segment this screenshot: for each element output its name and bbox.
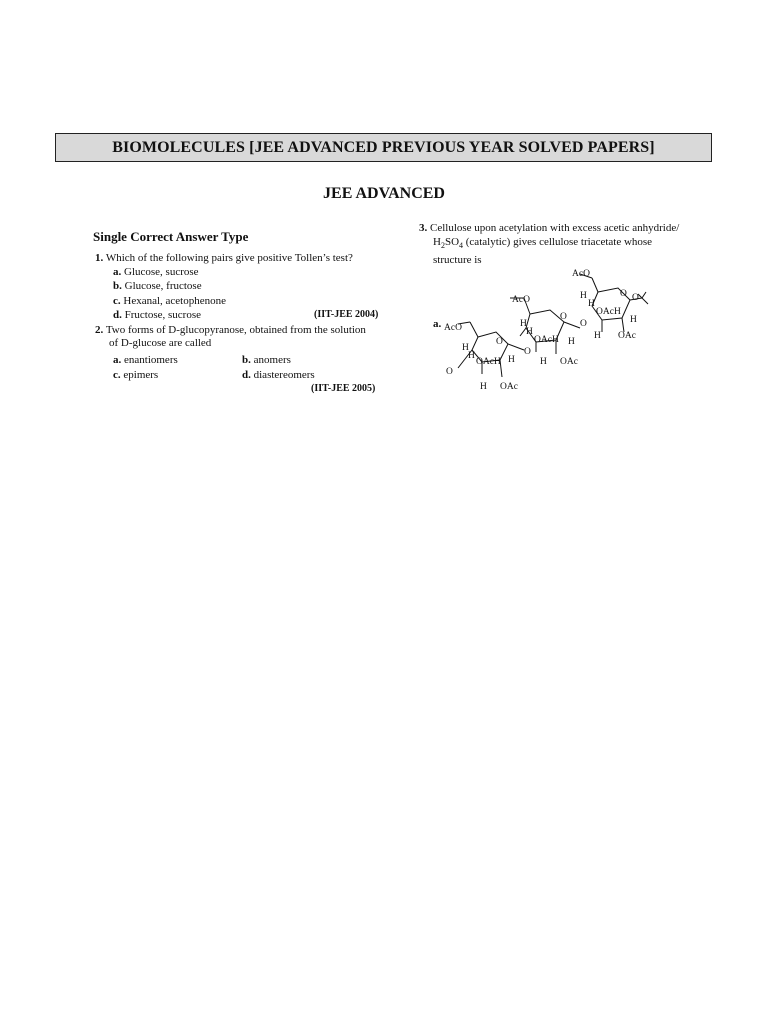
svg-text:H: H bbox=[520, 319, 527, 329]
option-2b: b. anomers bbox=[242, 354, 291, 366]
svg-text:OAcH: OAcH bbox=[534, 335, 559, 345]
option-2c: c. epimers bbox=[113, 369, 159, 381]
svg-text:OAc: OAc bbox=[560, 357, 578, 367]
question-3: 3. Cellulose upon acetylation with excess acetic anhydride/ $H_2SO_4$ (catalytic) gives cellulose triacetate whose structure is bbox=[419, 222, 680, 267]
svg-text:O: O bbox=[560, 312, 567, 322]
section-heading: JEE ADVANCED bbox=[323, 185, 445, 202]
svg-text:H: H bbox=[508, 355, 515, 365]
option-1d: d. Fructose, sucrose bbox=[113, 309, 201, 321]
question-text: Which of the following pairs give positive Tollen’s test? bbox=[105, 252, 353, 264]
svg-text:OAc: OAc bbox=[500, 382, 518, 392]
svg-text:OAcH: OAcH bbox=[596, 307, 621, 317]
option-1a: a. Glucose, sucrose bbox=[113, 266, 199, 278]
svg-text:OAc: OAc bbox=[618, 331, 636, 341]
exam-reference: (IIT-JEE 2005) bbox=[311, 383, 376, 394]
svg-text:H: H bbox=[594, 331, 601, 341]
page-title: BIOMOLECULES [JEE ADVANCED PREVIOUS YEAR SOLVED PAPERS] bbox=[55, 133, 712, 162]
exam-reference: (IIT-JEE 2004) bbox=[314, 309, 379, 320]
svg-text:H: H bbox=[630, 315, 637, 325]
svg-text:O: O bbox=[632, 293, 639, 303]
svg-text:H: H bbox=[580, 291, 587, 301]
question-number: 1. bbox=[95, 252, 104, 264]
question-text-cont: of D-glucose are called bbox=[109, 336, 212, 349]
svg-text:H: H bbox=[480, 382, 487, 392]
question-1 bbox=[95, 252, 353, 265]
svg-text:OAcH: OAcH bbox=[476, 357, 501, 367]
svg-text:O: O bbox=[446, 367, 453, 377]
option-2a: a. enantiomers bbox=[113, 354, 178, 366]
svg-text:O: O bbox=[580, 319, 587, 329]
subheading: Single Correct Answer Type bbox=[93, 229, 249, 244]
svg-text:O: O bbox=[496, 337, 503, 347]
svg-text:H: H bbox=[540, 357, 547, 367]
svg-text:H: H bbox=[568, 337, 575, 347]
svg-text:H: H bbox=[526, 327, 533, 337]
option-1c: c. Hexanal, acetophenone bbox=[113, 295, 227, 307]
svg-text:AcO: AcO bbox=[572, 269, 590, 279]
svg-text:H: H bbox=[462, 343, 469, 353]
option-1b: b. Glucose, fructose bbox=[113, 280, 202, 292]
cellulose-triacetate-structure bbox=[430, 262, 680, 407]
svg-text:O: O bbox=[620, 289, 627, 299]
option-3a-key: a. bbox=[433, 318, 442, 330]
svg-text:H: H bbox=[588, 299, 595, 309]
question-number: 2. bbox=[95, 324, 104, 336]
svg-text:AcO: AcO bbox=[512, 295, 530, 305]
label-aco: AcO bbox=[444, 323, 462, 333]
question-2 bbox=[95, 324, 405, 349]
svg-text:O: O bbox=[524, 347, 531, 357]
question-text: Two forms of D-glucopyranose, obtained from the solution bbox=[105, 324, 366, 336]
svg-text:H: H bbox=[468, 351, 475, 361]
option-2d: d. diastereomers bbox=[242, 369, 315, 381]
